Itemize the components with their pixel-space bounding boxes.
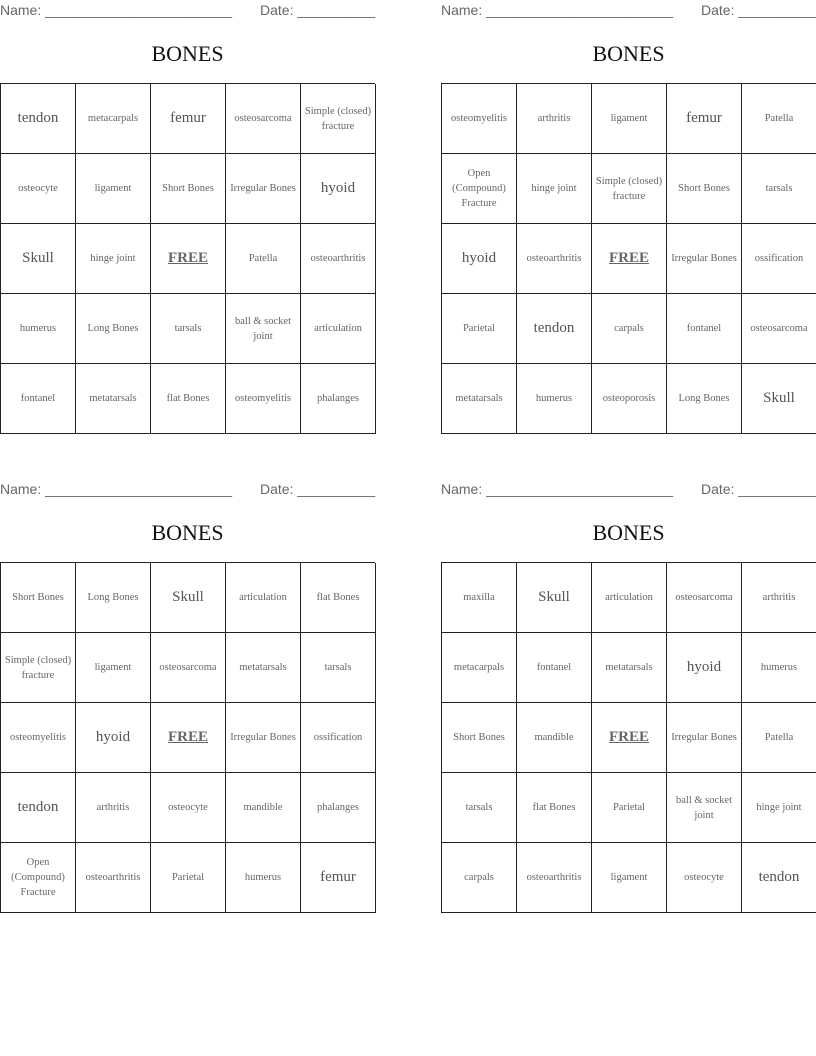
bingo-cell: osteosarcoma (226, 84, 301, 154)
bingo-cell: Irregular Bones (667, 224, 742, 294)
bingo-cell: tarsals (151, 294, 226, 364)
bingo-cell: metatarsals (442, 364, 517, 434)
bingo-cell: Patella (226, 224, 301, 294)
bingo-cell: Skull (151, 563, 226, 633)
card-header (0, 0, 375, 20)
bingo-cell: Open (Compound) Fracture (1, 843, 76, 913)
date-field: Date: __________ (260, 2, 376, 18)
name-field: Name: ________________________ (441, 481, 673, 497)
bingo-cell: ossification (301, 703, 376, 773)
bingo-cell: femur (151, 84, 226, 154)
bingo-cell: mandible (517, 703, 592, 773)
bingo-cell: articulation (592, 563, 667, 633)
free-space: FREE (151, 703, 226, 773)
bingo-cell: hinge joint (76, 224, 151, 294)
bingo-cell: Long Bones (76, 563, 151, 633)
bingo-cell: carpals (442, 843, 517, 913)
free-space: FREE (151, 224, 226, 294)
bingo-cell: phalanges (301, 364, 376, 434)
date-field: Date: __________ (701, 481, 816, 497)
bingo-cell: osteocyte (667, 843, 742, 913)
card-title: BONES (592, 41, 665, 66)
bingo-cell: Short Bones (667, 154, 742, 224)
date-field: Date: __________ (701, 2, 816, 18)
bingo-cell: tendon (742, 843, 816, 913)
bingo-cell: Patella (742, 84, 816, 154)
bingo-cell: osteoarthritis (517, 843, 592, 913)
bingo-cell: Long Bones (76, 294, 151, 364)
bingo-cell: mandible (226, 773, 301, 843)
bingo-cell: carpals (592, 294, 667, 364)
bingo-cell: ball & socket joint (667, 773, 742, 843)
bingo-cell: osteomyelitis (226, 364, 301, 434)
bingo-cell: ligament (592, 84, 667, 154)
bingo-cell: Short Bones (442, 703, 517, 773)
bingo-cell: Irregular Bones (667, 703, 742, 773)
bingo-cell: flat Bones (517, 773, 592, 843)
bingo-cell: osteomyelitis (1, 703, 76, 773)
bingo-cell: osteoarthritis (301, 224, 376, 294)
bingo-cell: metacarpals (76, 84, 151, 154)
card-title: BONES (151, 41, 224, 66)
bingo-cell: osteosarcoma (151, 633, 226, 703)
bingo-cell: ball & socket joint (226, 294, 301, 364)
bingo-cell: tendon (1, 773, 76, 843)
name-field: Name: ________________________ (0, 2, 232, 18)
bingo-cell: flat Bones (301, 563, 376, 633)
date-field: Date: __________ (260, 481, 376, 497)
bingo-cell: Simple (closed) fracture (592, 154, 667, 224)
bingo-cell: tarsals (742, 154, 816, 224)
bingo-cell: tendon (517, 294, 592, 364)
bingo-cell: metatarsals (76, 364, 151, 434)
bingo-cell: osteocyte (151, 773, 226, 843)
bingo-cell: articulation (226, 563, 301, 633)
card-title: BONES (151, 520, 224, 545)
bingo-cell: osteomyelitis (442, 84, 517, 154)
bingo-cell: Simple (closed) fracture (1, 633, 76, 703)
bingo-cell: Open (Compound) Fracture (442, 154, 517, 224)
free-space: FREE (592, 703, 667, 773)
bingo-grid (441, 83, 816, 434)
bingo-cell: fontanel (517, 633, 592, 703)
bingo-cell: osteosarcoma (742, 294, 816, 364)
bingo-cell: tarsals (442, 773, 517, 843)
bingo-cell: osteoarthritis (517, 224, 592, 294)
card-title: BONES (592, 520, 665, 545)
bingo-cell: Parietal (442, 294, 517, 364)
bingo-cell: hyoid (442, 224, 517, 294)
free-space: FREE (592, 224, 667, 294)
bingo-cell: phalanges (301, 773, 376, 843)
bingo-cell: Irregular Bones (226, 703, 301, 773)
bingo-cell: Parietal (592, 773, 667, 843)
card-header (441, 479, 816, 499)
bingo-cell: Skull (742, 364, 816, 434)
bingo-cell: ligament (76, 154, 151, 224)
bingo-cell: ligament (592, 843, 667, 913)
bingo-cell: humerus (517, 364, 592, 434)
name-field: Name: ________________________ (441, 2, 673, 18)
bingo-cell: hyoid (667, 633, 742, 703)
bingo-cell: fontanel (1, 364, 76, 434)
bingo-cell: Irregular Bones (226, 154, 301, 224)
bingo-cell: articulation (301, 294, 376, 364)
bingo-cell: Skull (517, 563, 592, 633)
bingo-cell: metacarpals (442, 633, 517, 703)
bingo-cell: Skull (1, 224, 76, 294)
bingo-grid (0, 83, 375, 434)
bingo-cell: femur (301, 843, 376, 913)
bingo-cell: hyoid (76, 703, 151, 773)
bingo-cell: Short Bones (151, 154, 226, 224)
bingo-cell: humerus (742, 633, 816, 703)
bingo-grid (0, 562, 375, 913)
bingo-grid (441, 562, 816, 913)
bingo-cell: Parietal (151, 843, 226, 913)
bingo-cell: Long Bones (667, 364, 742, 434)
bingo-cell: Simple (closed) fracture (301, 84, 376, 154)
bingo-cell: ossification (742, 224, 816, 294)
bingo-cell: maxilla (442, 563, 517, 633)
bingo-cell: arthritis (517, 84, 592, 154)
bingo-cell: tendon (1, 84, 76, 154)
bingo-cell: flat Bones (151, 364, 226, 434)
bingo-cell: arthritis (742, 563, 816, 633)
bingo-cell: osteoarthritis (76, 843, 151, 913)
bingo-cell: Patella (742, 703, 816, 773)
bingo-cell: femur (667, 84, 742, 154)
bingo-cell: osteoporosis (592, 364, 667, 434)
card-header (0, 479, 375, 499)
bingo-cell: ligament (76, 633, 151, 703)
bingo-cell: hinge joint (517, 154, 592, 224)
bingo-cell: humerus (1, 294, 76, 364)
bingo-cell: fontanel (667, 294, 742, 364)
bingo-cell: metatarsals (226, 633, 301, 703)
bingo-cell: metatarsals (592, 633, 667, 703)
bingo-cell: hyoid (301, 154, 376, 224)
bingo-cell: tarsals (301, 633, 376, 703)
card-header (441, 0, 816, 20)
name-field: Name: ________________________ (0, 481, 232, 497)
bingo-cell: humerus (226, 843, 301, 913)
bingo-cell: osteocyte (1, 154, 76, 224)
bingo-cell: osteosarcoma (667, 563, 742, 633)
bingo-cell: Short Bones (1, 563, 76, 633)
bingo-cell: arthritis (76, 773, 151, 843)
bingo-cell: hinge joint (742, 773, 816, 843)
